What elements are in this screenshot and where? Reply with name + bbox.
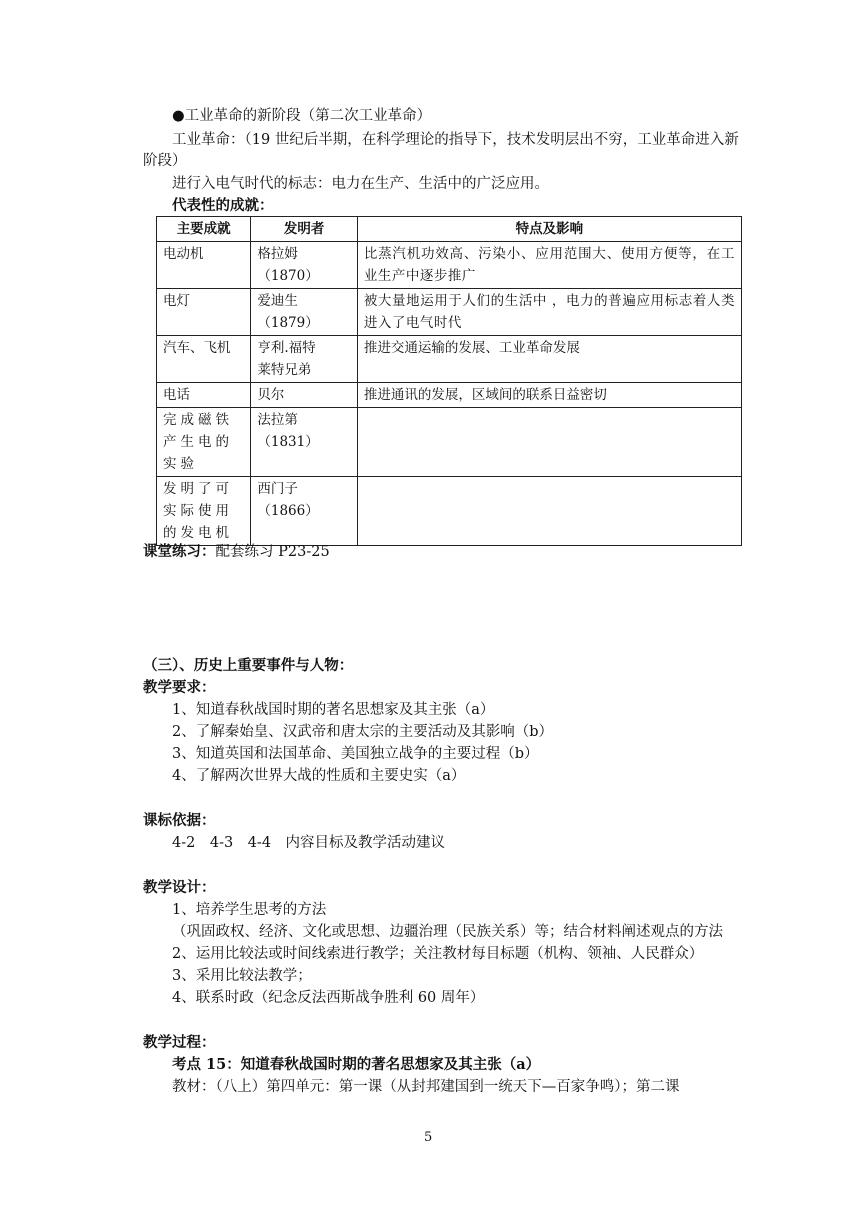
requirement-item: 2、了解秦始皇、汉武帝和唐太宗的主要活动及其影响（b） <box>172 724 554 740</box>
achievements-table <box>156 216 742 546</box>
requirement-item: 3、知道英国和法国革命、美国独立战争的主要过程（b） <box>172 746 539 762</box>
page-number: 5 <box>424 1130 433 1145</box>
basis-text: 4-2 4-3 4-4 内容目标及教学活动建议 <box>172 835 446 851</box>
cell-inventor: 格拉姆（1870） <box>251 242 357 289</box>
header-achievement: 主要成就 <box>157 217 251 242</box>
practice-text: 配套练习 P23-25 <box>215 544 330 560</box>
table-row <box>157 289 742 336</box>
design-item: （巩固政权、经济、文化或思想、边疆治理（民族关系）等；结合材料阐述观点的方法 <box>172 924 723 940</box>
cell-inventor: 爱迪生（1879） <box>251 289 357 336</box>
requirement-item: 1、知道春秋战国时期的著名思想家及其主张（a） <box>172 702 495 718</box>
design-label: 教学设计： <box>143 879 216 896</box>
intro-line-1: 工业革命：（19 世纪后半期，在科学理论的指导下，技术发明层出不穷，工业革命进入新 <box>172 132 739 148</box>
process-label: 教学过程： <box>143 1034 216 1051</box>
table-header-row <box>157 217 742 242</box>
cell-impact <box>357 477 741 546</box>
practice-line <box>143 542 330 562</box>
section3-title: （三）、历史上重要事件与人物： <box>143 657 354 674</box>
table-row <box>157 242 742 289</box>
intro-line-2: 阶段） <box>143 153 187 169</box>
cell-inventor: 法拉第（1831） <box>251 408 357 477</box>
textbook-line: 教材：（八上）第四单元：第一课（从封邦建国到一统天下—百家争鸣）；第二课 <box>172 1079 680 1095</box>
cell-inventor: 亨利.福特 莱特兄弟 <box>251 336 357 383</box>
requirement-item: 4、了解两次世界大战的性质和主要史实（a） <box>172 768 466 784</box>
header-inventor: 发明者 <box>251 217 357 242</box>
design-item: 2、运用比较法或时间线索进行教学；关注教材每目标题（机构、领袖、人民群众） <box>172 946 704 962</box>
new-stage-heading: ●工业革命的新阶段（第二次工业革命） <box>172 108 432 124</box>
table-row <box>157 477 742 546</box>
kaodian-heading: 考点 15：知道春秋战国时期的著名思想家及其主张（a） <box>172 1056 541 1073</box>
cell-inventor: 西门子（1866） <box>251 477 357 546</box>
table-row <box>157 408 742 477</box>
cell-achievement: 电话 <box>157 383 251 408</box>
electric-era-line: 进行入电气时代的标志：电力在生产、生活中的广泛应用。 <box>172 176 549 192</box>
table-row <box>157 383 742 408</box>
practice-label: 课堂练习： <box>143 543 216 560</box>
cell-achievement: 汽车、飞机 <box>157 336 251 383</box>
design-item: 3、采用比较法教学； <box>172 968 312 984</box>
header-impact: 特点及影响 <box>357 217 741 242</box>
cell-achievement: 发明了可实际使用的发电机 <box>157 477 251 546</box>
design-item: 4、联系时政（纪念反法西斯战争胜利 60 周年） <box>172 990 485 1006</box>
basis-label: 课标依据： <box>143 812 216 829</box>
cell-impact: 推进交通运输的发展、工业革命发展 <box>357 336 741 383</box>
achievements-label: 代表性的成就： <box>172 197 274 214</box>
cell-impact: 比蒸汽机功效高、污染小、应用范围大、使用方便等，在工业生产中逐步推广 <box>357 242 741 289</box>
cell-achievement: 电灯 <box>157 289 251 336</box>
cell-impact <box>357 408 741 477</box>
cell-impact: 推进通讯的发展，区域间的联系日益密切 <box>357 383 741 408</box>
cell-inventor: 贝尔 <box>251 383 357 408</box>
table-row <box>157 336 742 383</box>
requirements-label: 教学要求： <box>143 679 216 696</box>
cell-achievement: 完成磁铁产生电的实验 <box>157 408 251 477</box>
cell-achievement: 电动机 <box>157 242 251 289</box>
cell-impact: 被大量地运用于人们的生活中 ，电力的普遍应用标志着人类进入了电气时代 <box>357 289 741 336</box>
design-item: 1、培养学生思考的方法 <box>172 902 327 918</box>
